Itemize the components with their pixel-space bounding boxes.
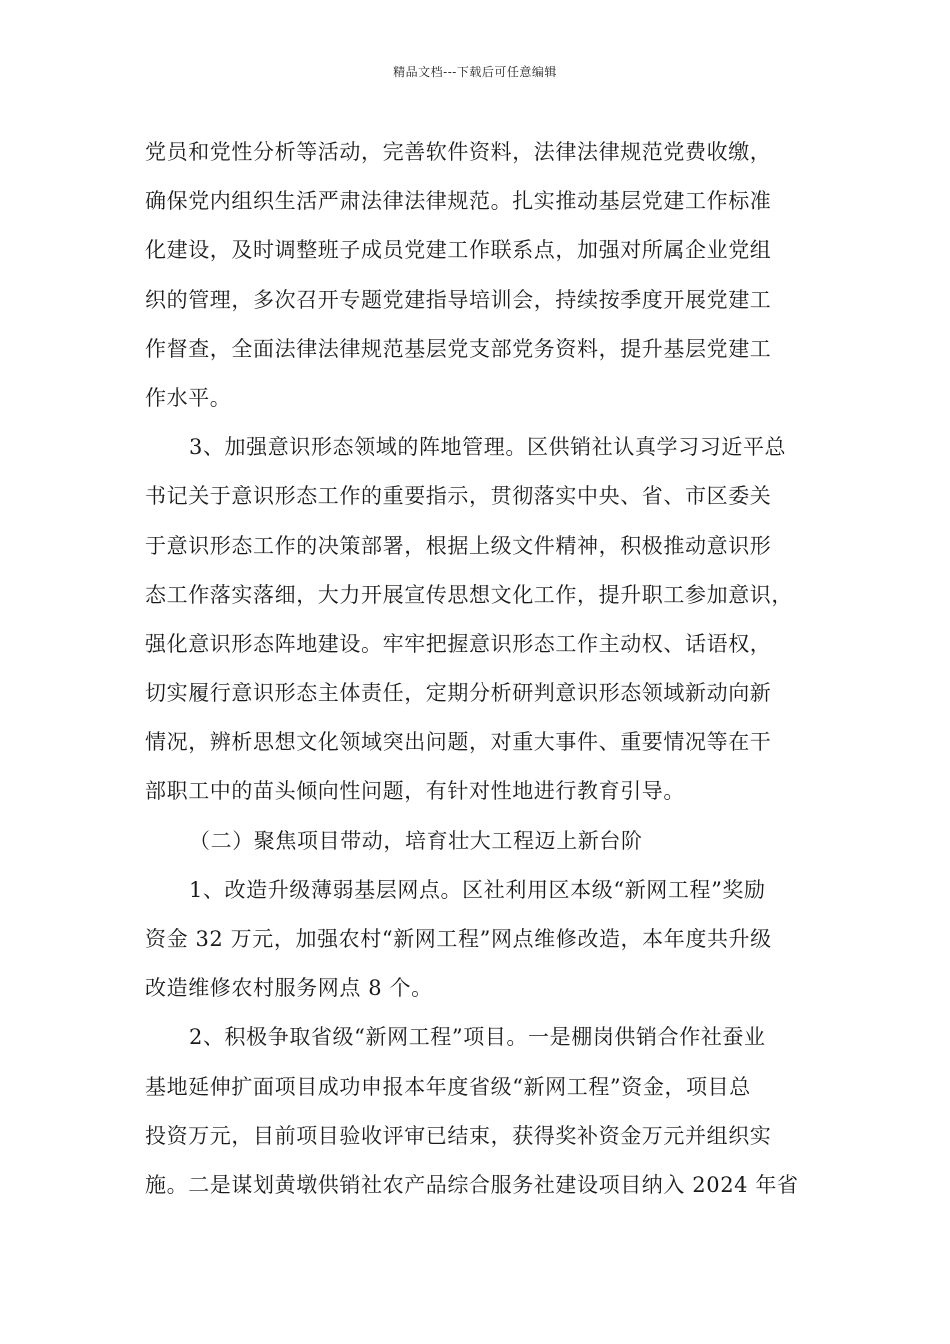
text-line: 施。二是谋划黄墩供销社农产品综合服务社建设项目纳入 2024 年省 bbox=[145, 1172, 799, 1197]
text-line: 部职工中的苗头倾向性问题，有针对性地进行教育引导。 bbox=[145, 779, 685, 804]
paragraph-start-line: 3、加强意识形态领域的阵地管理。区供销社认真学习习近平总 bbox=[189, 435, 787, 460]
text-line: 织的管理，多次召开专题党建指导培训会，持续按季度开展党建工 bbox=[145, 287, 772, 312]
text-line: 书记关于意识形态工作的重要指示，贯彻落实中央、省、市区委关 bbox=[145, 484, 772, 509]
section-heading: （二）聚焦项目带动，培育壮大工程迈上新台阶 bbox=[189, 828, 643, 853]
paragraph-start-line: 2、积极争取省级“新网工程”项目。一是棚岗供销合作社蚕业 bbox=[189, 1025, 766, 1050]
text-line: 基地延伸扩面项目成功申报本年度省级“新网工程”资金，项目总 bbox=[145, 1074, 751, 1099]
page-header-note: 精品文档---下载后可任意编辑 bbox=[393, 65, 557, 79]
text-line: 党员和党性分析等活动，完善软件资料，法律法律规范党费收缴， bbox=[145, 140, 772, 164]
text-line: 改造维修农村服务网点 8 个。 bbox=[145, 976, 433, 1001]
text-line: 投资万元，目前项目验收评审已结束，获得奖补资金万元并组织实 bbox=[145, 1123, 772, 1148]
text-line: 态工作落实落细，大力开展宣传思想文化工作，提升职工参加意识， bbox=[145, 582, 793, 607]
paragraph-start-line: 1、改造升级薄弱基层网点。区社利用区本级“新网工程”奖励 bbox=[189, 877, 766, 902]
text-line: 于意识形态工作的决策部署，根据上级文件精神，积极推动意识形 bbox=[145, 533, 772, 558]
text-line: 化建设，及时调整班子成员党建工作联系点，加强对所属企业党组 bbox=[145, 238, 772, 263]
text-line: 资金 32 万元，加强农村“新网工程”网点维修改造，本年度共升级 bbox=[145, 927, 772, 951]
document-body bbox=[145, 128, 810, 1210]
text-line: 切实履行意识形态主体责任，定期分析研判意识形态领域新动向新 bbox=[145, 681, 772, 706]
text-line: 作水平。 bbox=[145, 385, 232, 410]
text-line: 作督查，全面法律法律规范基层党支部党务资料，提升基层党建工 bbox=[145, 336, 772, 361]
text-line: 强化意识形态阵地建设。牢牢把握意识形态工作主动权、话语权， bbox=[145, 631, 772, 656]
text-line: 确保党内组织生活严肃法律法律规范。扎实推动基层党建工作标准 bbox=[145, 189, 772, 214]
text-line: 情况，辨析思想文化领域突出问题，对重大事件、重要情况等在干 bbox=[145, 730, 772, 755]
